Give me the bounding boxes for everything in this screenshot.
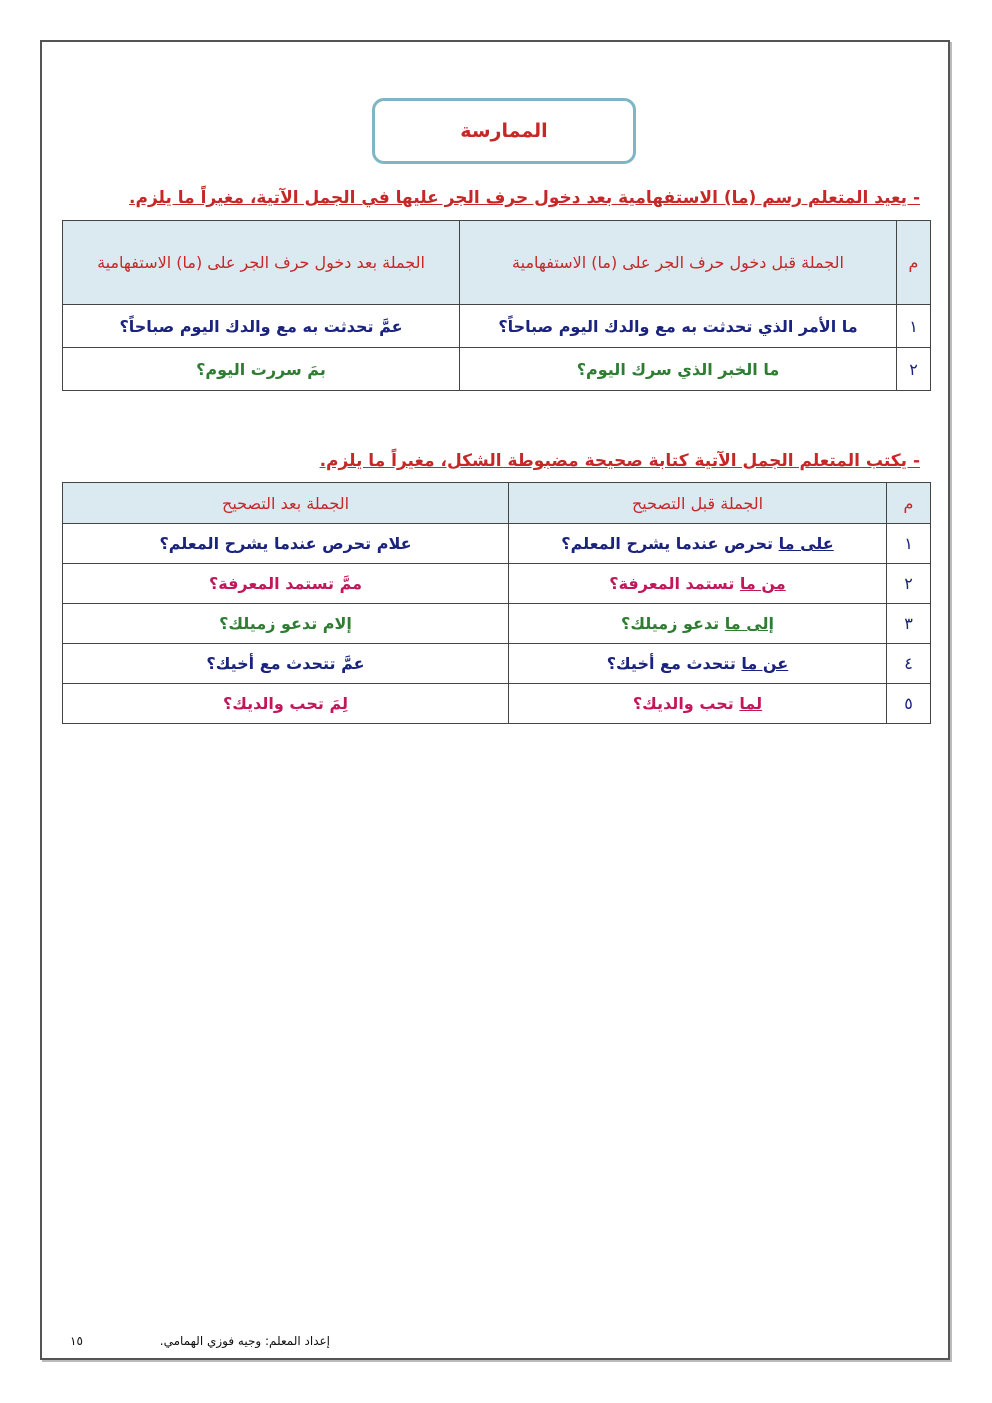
footer-author: إعداد المعلم: وجيه فوزي الهمامي. — [159, 1334, 330, 1348]
table-corrections — [62, 482, 931, 724]
header-before: الجملة قبل التصحيح — [509, 483, 887, 524]
sentence-before — [509, 684, 887, 724]
section-title-box — [372, 98, 636, 164]
error-phrase: لما — [739, 694, 763, 713]
table-header-row — [63, 221, 931, 305]
table-row — [63, 348, 931, 391]
header-after: الجملة بعد دخول حرف الجر على (ما) الاستفهامية — [63, 221, 460, 305]
table-row — [63, 564, 931, 604]
sentence-before — [509, 604, 887, 644]
error-phrase: إلى ما — [724, 614, 774, 633]
header-after: الجملة بعد التصحيح — [63, 483, 509, 524]
header-num: م — [887, 483, 931, 524]
sentence-after: عمَّ تحدثت به مع والدك اليوم صباحاً؟ — [63, 305, 460, 348]
sentence-after: بمَ سررت اليوم؟ — [63, 348, 460, 391]
page-footer — [70, 1334, 330, 1348]
table-header-row — [63, 483, 931, 524]
row-num: ٥ — [887, 684, 931, 724]
table-row — [63, 305, 931, 348]
table-row — [63, 684, 931, 724]
sentence-rest: تتحدث مع أخيك؟ — [606, 654, 742, 673]
sentence-rest: تحرص عندما يشرح المعلم؟ — [561, 534, 779, 553]
sentence-after: عمَّ تتحدث مع أخيك؟ — [63, 644, 509, 684]
row-num: ٤ — [887, 644, 931, 684]
sentence-after: ممَّ تستمد المعرفة؟ — [63, 564, 509, 604]
instruction-2: - يكتب المتعلم الجمل الآتية كتابة صحيحة مضبوطة الشكل، مغيراً ما يلزم. — [319, 451, 920, 471]
row-num: ١ — [887, 524, 931, 564]
sentence-rest: تدعو زميلك؟ — [621, 614, 725, 633]
instruction-1: - يعيد المتعلم رسم (ما) الاستفهامية بعد دخول حرف الجر عليها في الجمل الآتية، مغيراً ما يلزم. — [129, 188, 920, 208]
header-before: الجملة قبل دخول حرف الجر على (ما) الاستفهامية — [460, 221, 897, 305]
header-num: م — [897, 221, 931, 305]
sentence-before — [509, 524, 887, 564]
row-num: ٢ — [887, 564, 931, 604]
sentence-rest: تحب والديك؟ — [632, 694, 740, 713]
sentence-after: إلام تدعو زميلك؟ — [63, 604, 509, 644]
sentence-before: ما الأمر الذي تحدثت به مع والدك اليوم صباحاً؟ — [460, 305, 897, 348]
sentence-before — [509, 564, 887, 604]
row-num: ٣ — [887, 604, 931, 644]
section-title: الممارسة — [460, 120, 548, 142]
table-interrogative-ma — [62, 220, 931, 391]
error-phrase: على ما — [778, 534, 834, 553]
error-phrase: عن ما — [741, 654, 789, 673]
table-row — [63, 644, 931, 684]
table-row — [63, 524, 931, 564]
sentence-before: ما الخبر الذي سرك اليوم؟ — [460, 348, 897, 391]
sentence-after: علام تحرص عندما يشرح المعلم؟ — [63, 524, 509, 564]
sentence-before — [509, 644, 887, 684]
row-num: ٢ — [897, 348, 931, 391]
page-number: ١٥ — [70, 1334, 83, 1348]
error-phrase: من ما — [739, 574, 786, 593]
row-num: ١ — [897, 305, 931, 348]
sentence-rest: تستمد المعرفة؟ — [609, 574, 740, 593]
sentence-after: لِمَ تحب والديك؟ — [63, 684, 509, 724]
table-row — [63, 604, 931, 644]
